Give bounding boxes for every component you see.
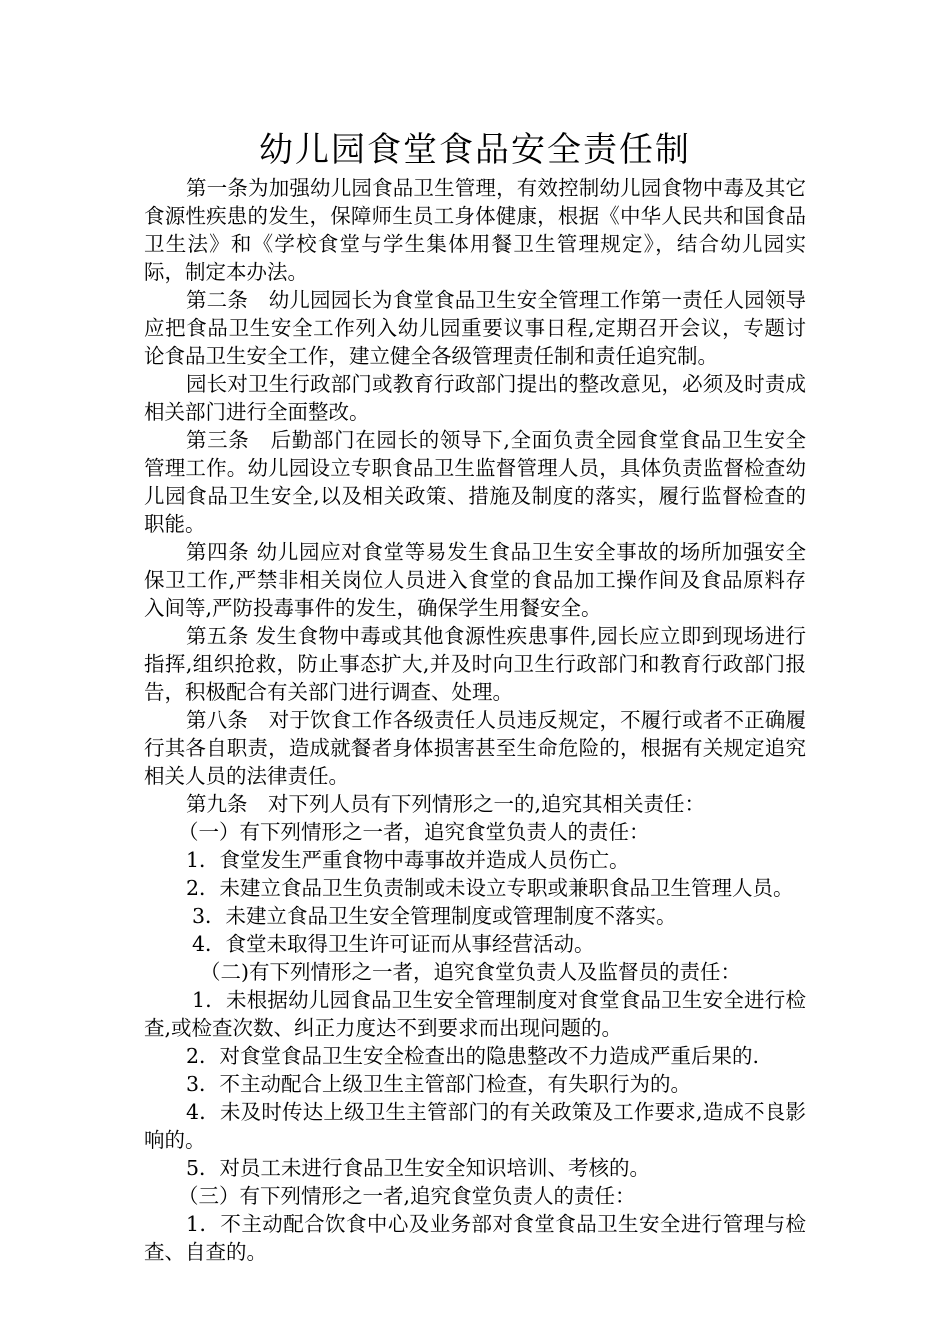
section-heading-2: （二)有下列情形之一者，追究食堂负责人及监督员的责任： — [200, 960, 741, 984]
list-item: 1．不主动配合饮食中心及业务部对食堂食品卫生安全进行管理与检查、自查的。 — [144, 1212, 806, 1264]
paragraph-article-3: 第三条 后勤部门在园长的领导下,全面负责全园食堂食品卫生安全管理工作。幼儿园设立专职食品卫生监督管理人员，具体负责监督检查幼儿园食品卫生安全,以及相关政策、措施及制度的落实，履行监督检查的职能。 — [144, 428, 806, 536]
list-item: 5．对员工未进行食品卫生安全知识培训、考核的。 — [186, 1156, 651, 1180]
paragraph-article-9: 第九条 对下列人员有下列情形之一的,追究其相关责任： — [186, 792, 706, 816]
paragraph-article-2: 第二条 幼儿园园长为食堂食品卫生安全管理工作第一责任人园领导应把食品卫生安全工作列入幼儿园重要议事日程,定期召开会议，专题讨论食品卫生安全工作，建立健全各级管理责任制和责任追究制。 — [144, 288, 806, 368]
section-heading-1: （一）有下列情形之一者，追究食堂负责人的责任： — [178, 820, 650, 844]
list-item: 4．未及时传达上级卫生主管部门的有关政策及工作要求,造成不良影响的。 — [144, 1100, 806, 1152]
paragraph-article-5: 第五条 发生食物中毒或其他食源性疾患事件,园长应立即到现场进行指挥,组织抢救，防止事态扩大,并及时向卫生行政部门和教育行政部门报告，积极配合有关部门进行调查、处理。 — [144, 624, 806, 704]
list-item: 1．食堂发生严重食物中毒事故并造成人员伤亡。 — [186, 848, 630, 872]
list-item: 2．未建立食品卫生负责制或未设立专职或兼职食品卫生管理人员。 — [186, 876, 794, 900]
paragraph-article-8: 第八条 对于饮食工作各级责任人员违反规定，不履行或者不正确履行其各自职责，造成就餐者身体损害甚至生命危险的，根据有关规定追究相关人员的法律责任。 — [144, 708, 806, 788]
list-item: 3．不主动配合上级卫生主管部门检查，有失职行为的。 — [186, 1072, 692, 1096]
list-item: 4．食堂未取得卫生许可证而从事经营活动。 — [192, 932, 595, 956]
list-item: 1．未根据幼儿园食品卫生安全管理制度对食堂食品卫生安全进行检查,或检查次数、纠正力度达不到要求而出现问题的。 — [144, 988, 806, 1040]
list-item: 3．未建立食品卫生安全管理制度或管理制度不落实。 — [192, 904, 677, 928]
paragraph-article-4: 第四条 幼儿园应对食堂等易发生食品卫生安全事故的场所加强安全保卫工作,严禁非相关岗位人员进入食堂的食品加工操作间及食品原料存入间等,严防投毒事件的发生，确保学生用餐安全。 — [144, 540, 806, 620]
paragraph-article-1: 第一条为加强幼儿园食品卫生管理，有效控制幼儿园食物中毒及其它食源性疾患的发生，保障师生员工身体健康，根据《中华人民共和国食品卫生法》和《学校食堂与学生集体用餐卫生管理规定》，结合幼儿园实际，制定本办法。 — [144, 176, 806, 284]
section-heading-3: （三）有下列情形之一者,追究食堂负责人的责任： — [178, 1184, 636, 1208]
document-body — [144, 174, 806, 1266]
list-item: 2．对食堂食品卫生安全检查出的隐患整改不力造成严重后果的. — [186, 1044, 760, 1068]
document-title: 幼儿园食堂食品安全责任制 — [259, 130, 691, 170]
paragraph-principal-rectification: 园长对卫生行政部门或教育行政部门提出的整改意见，必须及时责成相关部门进行全面整改。 — [144, 372, 806, 424]
